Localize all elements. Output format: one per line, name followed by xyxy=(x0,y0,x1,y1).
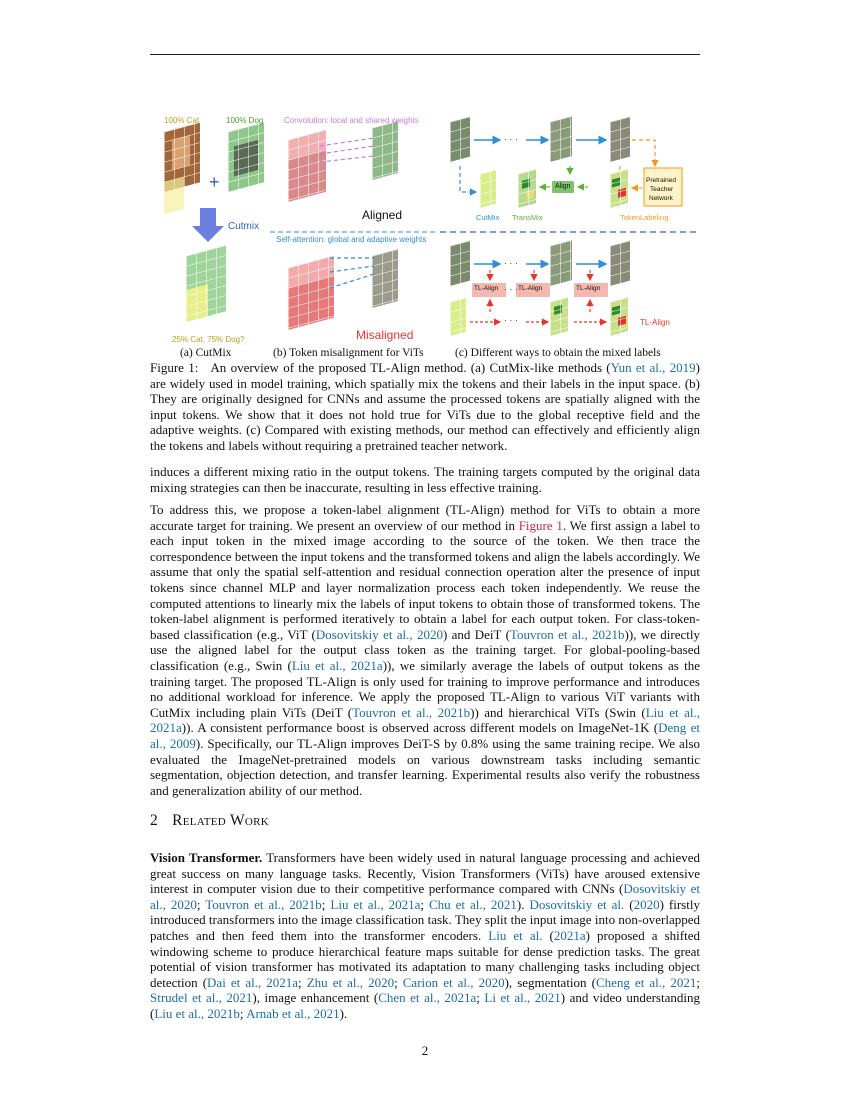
panel-b xyxy=(270,121,435,330)
mixed-image xyxy=(186,245,226,322)
caption-text-2: ) are widely used in model training, which spatially mix the tokens and their labels in the input space. (b) They are originally designed for CNNs and assume the processed tokens are spatially aligned with the input tokens. We show that it does not hold true for ViTs due to the global receptive field and the adaptive weights. (c) Compared with existing methods, our method can effectively and efficiently align the tokens and labels without requiring a pretrained teacher network. xyxy=(150,360,700,453)
citation-link[interactable]: Zhu et al., 2020 xyxy=(306,974,395,990)
label-c-dots-top: · · · xyxy=(504,134,518,144)
label-c-cutmix: CutMix xyxy=(476,213,500,222)
subcaption-b: (b) Token misalignment for ViTs xyxy=(273,347,424,359)
paragraph-1: induces a different mixing ratio in the output tokens. The training targets computed by the original data mixing strategies can then be inaccurate, resulting in less effective training. xyxy=(150,464,700,495)
para2-text: ). Specifically, our TL-Align improves DeiT-S by 0.8% using the same training recipe. We also evaluated the ImageNet-pretrained models on various downstream tasks including semantic segmentation, objection detection, and transfer learning. Experimental results also verify the robustness and generalization ability of our method. xyxy=(150,735,700,798)
section-heading xyxy=(150,812,269,830)
c-top-images xyxy=(450,116,630,162)
paragraph-2 xyxy=(150,502,700,798)
para2-text: To address this, we propose a token-label alignment (TL-Align) method for ViTs to obtain a more accurate target for training. We present an overview of our method in xyxy=(150,502,700,533)
citation-link[interactable]: Liu et al., 2021a xyxy=(150,704,700,736)
citation-link[interactable]: Dosovitskiy et al., 2020 xyxy=(150,881,700,912)
label-convolution: Convolution: local and shared weights xyxy=(284,116,419,125)
para3-text: ; xyxy=(696,974,700,990)
citation-link[interactable]: Dosovitskiy et al. xyxy=(529,896,625,912)
label-100-dog: 100% Dog xyxy=(226,116,264,125)
figure-1-graphic xyxy=(150,108,700,360)
cat-highlight xyxy=(164,177,184,214)
citation-link[interactable]: Chen et al., 2021a xyxy=(378,990,477,1006)
citation-link[interactable]: Liu et al., 2021a xyxy=(330,896,421,912)
section-title: Related Work xyxy=(172,812,269,829)
para2-text: )), we similarly average the labels of output tokens as the training target. The proposed TL-Align is only used for training to improve performance and introduces no additional workload for inference. We apply the proposed TL-Align to various ViT variants with CutMix including plain ViTs (DeiT ( xyxy=(150,657,701,720)
figure-caption xyxy=(150,360,700,454)
caption-text-1: An overview of the proposed TL-Align method. (a) CutMix-like methods ( xyxy=(210,360,611,375)
caption-prefix: Figure 1: xyxy=(150,360,199,375)
para3-text: ; xyxy=(420,896,430,912)
citation-link[interactable]: Liu et al., 2021b xyxy=(154,1005,240,1021)
para3-text: ). xyxy=(516,896,530,912)
para3-text: ; xyxy=(298,974,307,990)
header-rule xyxy=(150,54,700,55)
citation-link[interactable]: Chu et al., 2021 xyxy=(429,896,517,912)
label-c-dots-lower: · · · xyxy=(504,315,518,325)
label-cutmix: Cutmix xyxy=(228,221,260,232)
paragraph-lead: Vision Transformer. xyxy=(150,850,263,865)
label-tlalign-box-1: TL-Align xyxy=(474,285,499,292)
para3-text: ; xyxy=(196,896,206,912)
panel-c xyxy=(440,116,698,336)
citation-link[interactable]: Strudel et al., 2021 xyxy=(150,990,253,1006)
subcaption-a: (a) CutMix xyxy=(180,347,232,359)
label-aligned: Aligned xyxy=(362,208,403,222)
label-c-align: Align xyxy=(555,183,571,190)
conv-output xyxy=(372,121,398,180)
label-c-dots-middle: · · · xyxy=(504,284,518,294)
citation-link[interactable]: Carion et al., 2020 xyxy=(402,974,505,990)
down-arrow xyxy=(192,208,224,242)
label-c-tlalign: TL-Align xyxy=(640,318,670,327)
label-c-teacher-3: Network xyxy=(649,195,673,202)
para2-text: . We first assign a label to each input token in the mixed image according to the source of the token. We then trace the correspondence between the input tokens and the transformed tokens and align the labels accordingly. We assume that only the spatial self-attention and residual connection operation alter the presence of input tokens since channel MLP and layer normalization process each token independently. We reuse the computed attentions to linearly mix the labels of input tokens to obtain those of transformed tokens. The token-label alignment is performed iteratively to obtain a label for each output token. For class-token-based classification (e.g., ViT ( xyxy=(150,517,701,642)
label-misaligned: Misaligned xyxy=(356,328,414,342)
label-c-teacher-1: Pretrained xyxy=(646,177,676,184)
dog-image xyxy=(228,122,264,192)
citation-link[interactable]: Dai et al., 2021a xyxy=(207,974,299,990)
label-c-transmix: TransMix xyxy=(512,213,543,222)
para3-text: ), image enhancement ( xyxy=(252,990,379,1006)
para3-text: ). xyxy=(339,1005,348,1021)
label-c-teacher-2: Teacher xyxy=(650,186,674,193)
citation-link[interactable]: Liu et al. xyxy=(488,927,543,943)
label-mix-ratio: 25% Cat, 75% Dog? xyxy=(172,335,245,344)
svg-text:+: + xyxy=(209,172,220,192)
citation-link[interactable]: Li et al., 2021 xyxy=(484,990,561,1006)
label-tlalign-box-2: TL-Align xyxy=(518,285,543,292)
para3-text: ) and video understanding ( xyxy=(150,990,700,1021)
label-c-dots-bottom: · · · xyxy=(504,258,518,268)
figure-ref-link[interactable]: Figure 1 xyxy=(518,517,563,533)
section-number: 2 xyxy=(150,812,159,829)
para3-text: ( xyxy=(624,896,634,912)
para2-text: )), we directly use the aligned label for the output class token as the training target. For global-pooling-based classification (e.g., Swin ( xyxy=(150,626,700,673)
citation-link[interactable]: Arnab et al., 2021 xyxy=(246,1005,340,1021)
citation-link[interactable]: 2021a xyxy=(553,927,586,943)
label-100-cat: 100% Cat xyxy=(164,116,200,125)
para3-text: ), segmentation ( xyxy=(504,974,596,990)
para3-text: ; xyxy=(321,896,331,912)
subcaption-c: (c) Different ways to obtain the mixed labels xyxy=(455,347,661,359)
para3-text: ; xyxy=(239,1005,247,1021)
figure-1 xyxy=(150,108,700,360)
para2-text: )). A consistent performance boost is observed across different models on ImageNet-1K ( xyxy=(181,720,659,736)
citation-link[interactable]: 2020 xyxy=(633,896,660,912)
label-self-attention: Self-attention: global and adaptive weights xyxy=(276,235,427,244)
citation-link[interactable]: Touvron et al., 2021b xyxy=(352,704,471,720)
citation-link[interactable]: Yun et al., 2019 xyxy=(610,360,696,375)
citation-link[interactable]: Cheng et al., 2021 xyxy=(595,974,697,990)
para2-text: ) and DeiT ( xyxy=(443,626,510,642)
para3-text: Transformers have been widely used in natural language processing and achieved great success on many language tasks. Recently, Vision Transformers (ViTs) have aroused extensive interest in computer vision due to their competitive performance compared with CNNs ( xyxy=(150,850,700,897)
label-tlalign-box-3: TL-Align xyxy=(576,285,601,292)
para3-text: ) firstly introduced transformers into the image classification task. They split the input image into non-overlapped patches and then feed them into the transformer encoders. xyxy=(150,896,700,943)
label-c-tokenlabeling: TokenLabeling xyxy=(620,213,669,222)
para3-text: ; xyxy=(394,974,403,990)
attn-output xyxy=(372,249,398,308)
citation-link[interactable]: Liu et al., 2021a xyxy=(291,657,383,673)
paragraph-3 xyxy=(150,850,700,1022)
page-number: 2 xyxy=(421,1043,429,1058)
c-bottom-images xyxy=(450,240,630,286)
conv-input xyxy=(288,130,326,202)
para2-text: )) and hierarchical ViTs (Swin ( xyxy=(470,704,646,720)
attn-input xyxy=(288,256,334,330)
para3-text: ( xyxy=(542,927,554,943)
citation-link[interactable]: Deng et al., 2009 xyxy=(150,720,700,751)
citation-link[interactable]: Dosovitskiy et al., 2020 xyxy=(315,626,443,642)
citation-link[interactable]: Touvron et al., 2021b xyxy=(509,626,625,642)
citation-link[interactable]: Touvron et al., 2021b xyxy=(205,896,322,912)
para3-text: ; xyxy=(476,990,485,1006)
para3-text: ) proposed a shifted windowing scheme to produce hierarchical feature maps suitable for dense prediction tasks. The great potential of vision transformer has motivated its adaptation to many challenging tasks including object detection ( xyxy=(150,927,700,990)
